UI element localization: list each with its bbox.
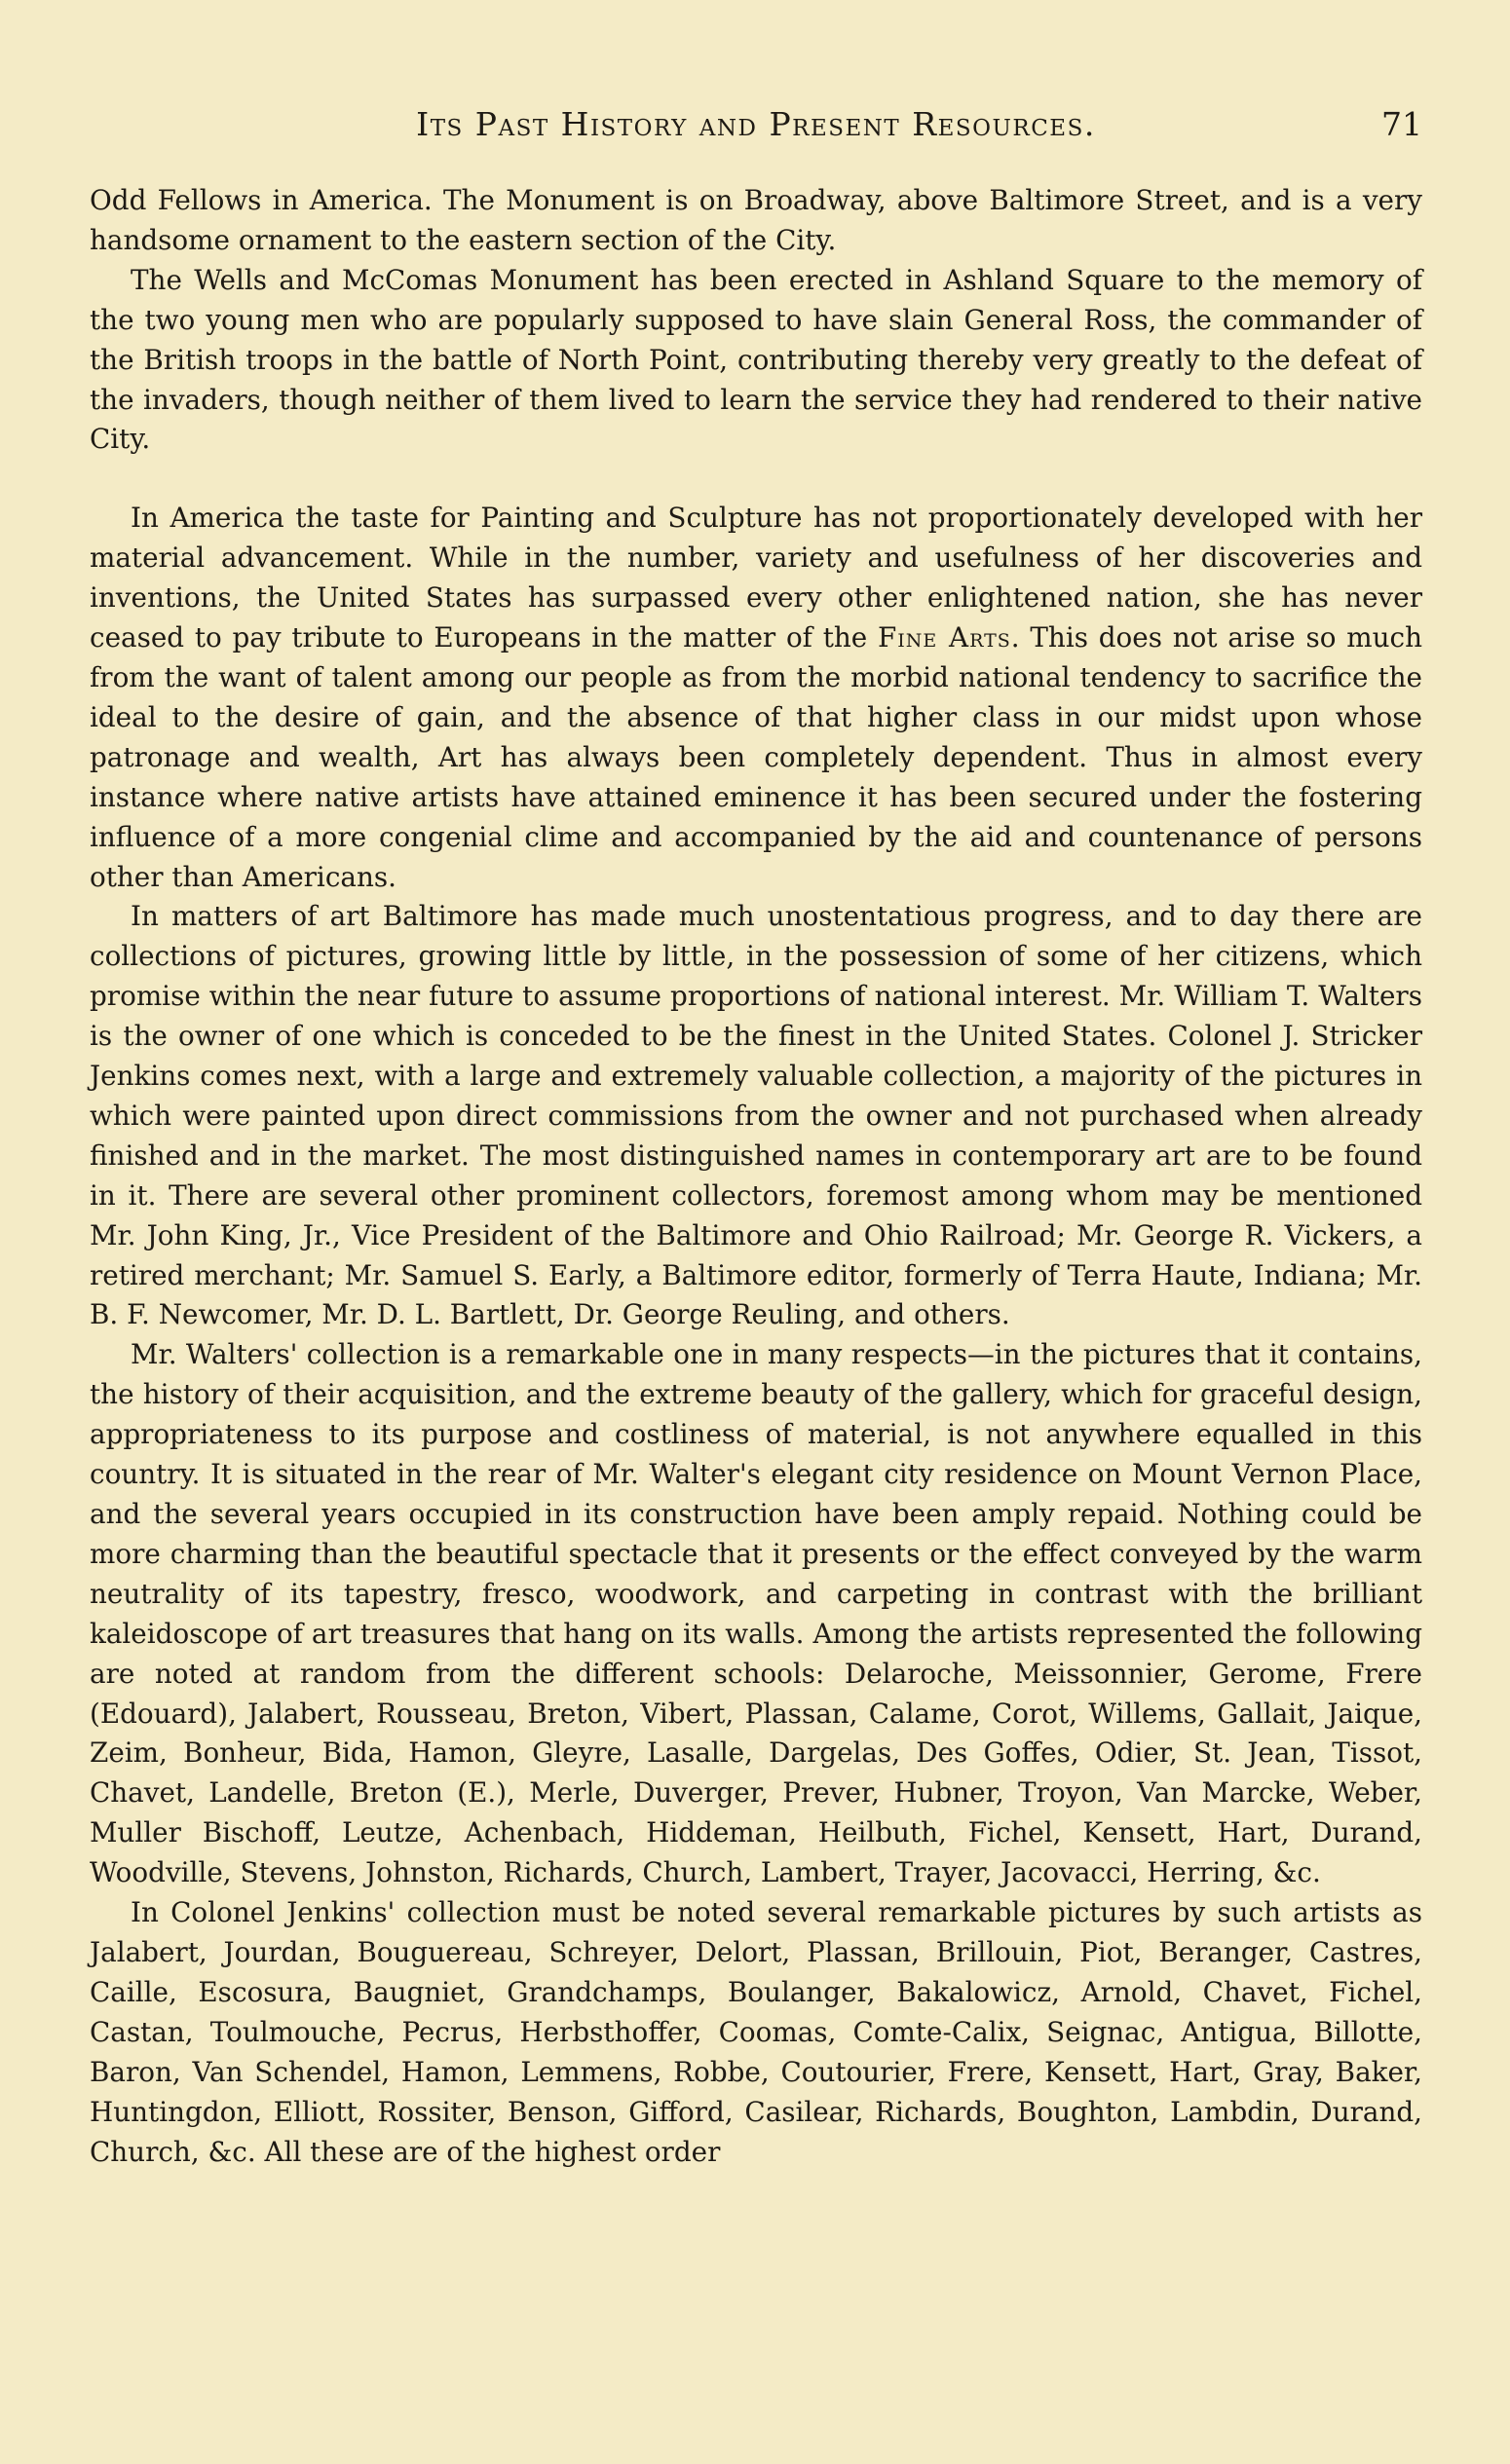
fine-arts-smallcaps: Fine Arts [878, 621, 1011, 654]
paragraph-fine-arts-text-after: . This does not arise so much from the want of talent among our people as from the morbid national tendency to sacrifice the ideal to the desire of gain, and the absence of that higher class in our midst upon whose patronage and wealth, Art has always been completely dependent. Thus in almost every instance where native artists have attained eminence it has been secured under the fostering influence of a more congenial clime and accompanied by the aid and countenance of persons other than Americans. [90, 621, 1422, 893]
running-head [90, 105, 1422, 160]
paragraph-wells-mccomas-monument: The Wells and McComas Monument has been erected in Ashland Square to the memory of the two young men who are popularly supposed to have slain General Ross, the commander of the British troops in the battle of North Point, contributing thereby very greatly to the defeat of the invaders, though neither of them lived to learn the service they had rendered to their native City. [90, 263, 1422, 456]
book-page [90, 105, 1422, 2172]
page-number: 71 [1381, 105, 1422, 143]
paragraph-baltimore-collections: In matters of art Baltimore has made much unostentatious progress, and to day there are collections of pictures, growing little by little, in the possession of some of her citizens, which promise within the near future to assume proportions of national interest. Mr. William T. Walters is the owner of one which is conceded to be the finest in the United States. Colonel J. Stricker Jenkins comes next, with a large and extremely valuable collection, a majority of the pictures in which were painted upon direct commissions from the owner and not purchased when already finished and in the market. The most distinguished names in contemporary art are to be found in it. There are several other prominent collectors, foremost among whom may be mentioned Mr. John King, Jr., Vice President of the Baltimore and Ohio Railroad; Mr. George R. Vickers, a retired merchant; Mr. Samuel S. Early, a Baltimore editor, formerly of Terra Haute, Indiana; Mr. B. F. Newcomer, Mr. D. L. Bartlett, Dr. George Reuling, and others. [90, 900, 1422, 1331]
body-text [90, 181, 1422, 2172]
paragraph-jenkins-collection: In Colonel Jenkins' collection must be noted several remarkable pictures by such artists as Jalabert, Jourdan, Bouguereau, Schreyer, Delort, Plassan, Brillouin, Piot, Beranger, Castres, Caille, Escosura, Baugniet, Grandchamps, Boulanger, Bakalowicz, Arnold, Chavet, Fichel, Castan, Toulmouche, Pecrus, Herbsthoffer, Coomas, Comte-Calix, Seignac, Antigua, Billotte, Baron, Van Schendel, Hamon, Lemmens, Robbe, Coutourier, Frere, Kensett, Hart, Gray, Baker, Huntingdon, Elliott, Rossiter, Benson, Gifford, Casilear, Richards, Boughton, Lambdin, Durand, Church, &c. All these are of the highest order [90, 1896, 1422, 2168]
paragraph-fine-arts [90, 499, 1422, 897]
paragraph-fine-arts-text-before: In America the taste for Painting and Sculpture has not proportionately developed with her material advancement. While in the number, variety and usefulness of her discoveries and inventions, the United States has surpassed every other enlightened nation, she has never ceased to pay tribute to Europeans in the matter of the [90, 502, 1422, 654]
running-title: Its Past History and Present Resources. [416, 105, 1096, 143]
paragraph-continuation: Odd Fellows in America. The Monument is on Broadway, above Baltimore Street, and is a very handsome ornament to the eastern section of the City. [90, 184, 1422, 256]
paragraph-walters-collection: Mr. Walters' collection is a remarkable one in many respects—in the pictures that it contains, the history of their acquisition, and the extreme beauty of the gallery, which for graceful design, appropriateness to its purpose and costliness of material, is not anywhere equalled in this country. It is situated in the rear of Mr. Walter's elegant city residence on Mount Vernon Place, and the several years occupied in its construction have been amply repaid. Nothing could be more charming than the beautiful spectacle that it presents or the effect conveyed by the warm neutrality of its tapestry, fresco, woodwork, and carpeting in contrast with the brilliant kaleidoscope of art treasures that hang on its walls. Among the artists represented the following are noted at random from the different schools: Delaroche, Meissonnier, Gerome, Frere (Edouard), Jalabert, Rousseau, Breton, Vibert, Plassan, Calame, Corot, Willems, Gallait, Jaique, Zeim, Bonheur, Bida, Hamon, Gleyre, Lasalle, Dargelas, Des Goffes, Odier, St. Jean, Tissot, Chavet, Landelle, Breton (E.), Merle, Duverger, Prever, Hubner, Troyon, Van Marcke, Weber, Muller Bischoff, Leutze, Achenbach, Hiddeman, Heilbuth, Fichel, Kensett, Hart, Durand, Woodville, Stevens, Johnston, Richards, Church, Lambert, Trayer, Jacovacci, Herring, &c. [90, 1338, 1422, 1889]
